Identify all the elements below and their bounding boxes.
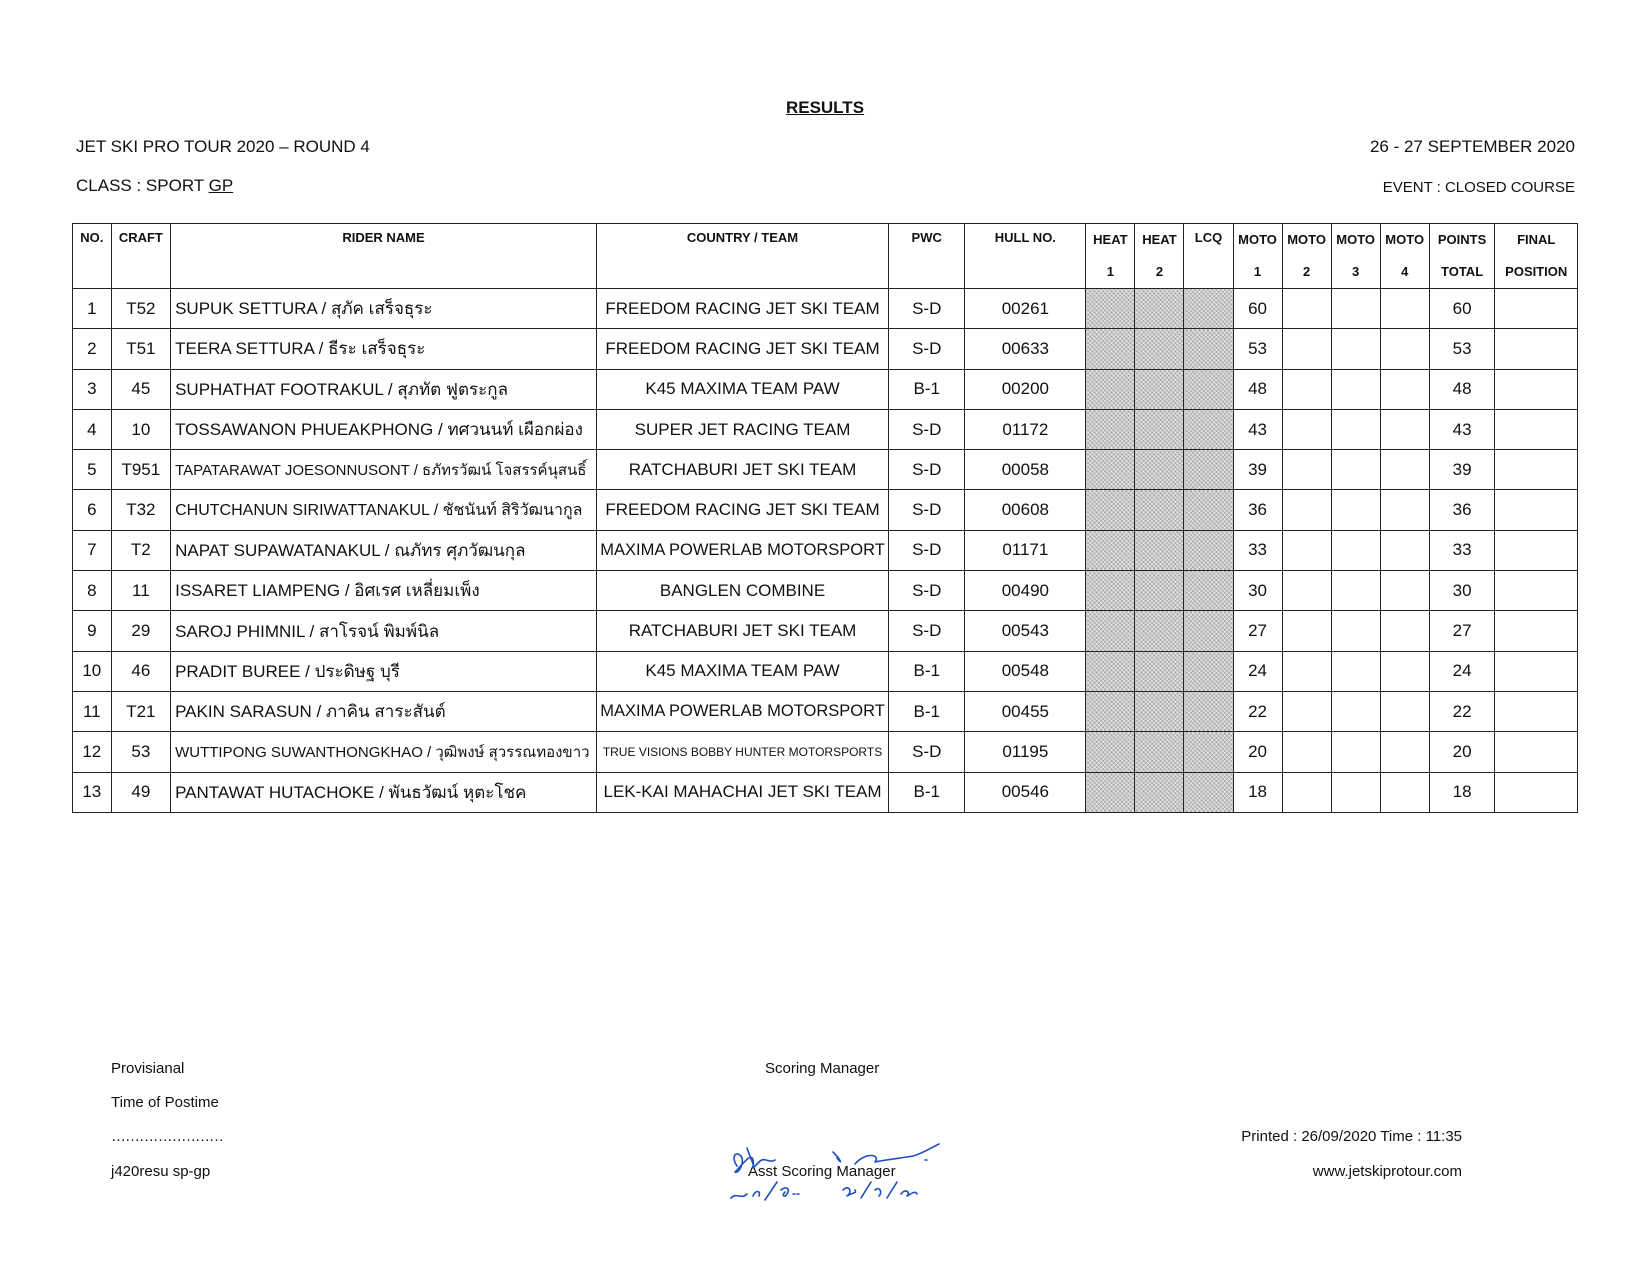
- cell-heat2: [1135, 772, 1184, 812]
- cell-heat1: [1086, 651, 1135, 691]
- cell-craft: 10: [111, 409, 170, 449]
- cell-craft: 11: [111, 571, 170, 611]
- cell-pwc: S-D: [889, 571, 965, 611]
- cell-moto3: [1331, 732, 1380, 772]
- cell-craft: T52: [111, 289, 170, 329]
- cell-moto3: [1331, 490, 1380, 530]
- header-pwc: PWC: [889, 224, 965, 289]
- cell-moto3: [1331, 691, 1380, 731]
- cell-moto4: [1380, 732, 1429, 772]
- cell-final-position: [1495, 732, 1578, 772]
- cell-craft: 46: [111, 651, 170, 691]
- class-label: CLASS : SPORT: [76, 176, 209, 195]
- cell-moto1: 27: [1233, 611, 1282, 651]
- cell-heat2: [1135, 651, 1184, 691]
- cell-no: 6: [73, 490, 112, 530]
- cell-heat2: [1135, 732, 1184, 772]
- cell-rider: PAKIN SARASUN / ภาคิน สาระสันต์: [171, 691, 597, 731]
- results-table: [72, 223, 1578, 813]
- cell-hull: 00543: [965, 611, 1086, 651]
- cell-heat2: [1135, 289, 1184, 329]
- cell-moto1: 48: [1233, 369, 1282, 409]
- cell-heat1: [1086, 691, 1135, 731]
- cell-points-total: 60: [1429, 289, 1495, 329]
- cell-points-total: 24: [1429, 651, 1495, 691]
- cell-heat2: [1135, 450, 1184, 490]
- header-final-position: [1495, 224, 1578, 289]
- cell-team: FREEDOM RACING JET SKI TEAM: [596, 329, 888, 369]
- cell-no: 13: [73, 772, 112, 812]
- cell-lcq: [1184, 651, 1233, 691]
- cell-hull: 00548: [965, 651, 1086, 691]
- header-moto4-line1: MOTO: [1385, 232, 1425, 247]
- cell-team: FREEDOM RACING JET SKI TEAM: [596, 289, 888, 329]
- cell-moto2: [1282, 571, 1331, 611]
- cell-moto3: [1331, 651, 1380, 691]
- cell-final-position: [1495, 530, 1578, 570]
- cell-no: 5: [73, 450, 112, 490]
- table-row: [73, 772, 1578, 812]
- header-points-line1: POINTS: [1437, 232, 1487, 247]
- cell-lcq: [1184, 571, 1233, 611]
- cell-no: 1: [73, 289, 112, 329]
- cell-pwc: S-D: [889, 732, 965, 772]
- cell-moto4: [1380, 490, 1429, 530]
- cell-lcq: [1184, 490, 1233, 530]
- cell-pwc: S-D: [889, 530, 965, 570]
- cell-points-total: 48: [1429, 369, 1495, 409]
- cell-craft: 29: [111, 611, 170, 651]
- handwritten-signature: [725, 1138, 965, 1208]
- page-title: RESULTS: [785, 98, 865, 117]
- cell-pwc: B-1: [889, 772, 965, 812]
- cell-moto3: [1331, 329, 1380, 369]
- cell-moto2: [1282, 530, 1331, 570]
- cell-hull: 00546: [965, 772, 1086, 812]
- cell-rider: SUPUK SETTURA / สุภัค เสร็จธุระ: [171, 289, 597, 329]
- header-heat2: [1135, 224, 1184, 289]
- cell-heat1: [1086, 611, 1135, 651]
- cell-moto1: 24: [1233, 651, 1282, 691]
- cell-craft: 45: [111, 369, 170, 409]
- cell-points-total: 27: [1429, 611, 1495, 651]
- header-moto4-line2: 4: [1401, 264, 1409, 279]
- cell-rider: TOSSAWANON PHUEAKPHONG / ทศวนนท์ เผือกผ่อง: [171, 409, 597, 449]
- cell-lcq: [1184, 732, 1233, 772]
- cell-pwc: S-D: [889, 611, 965, 651]
- cell-rider: TEERA SETTURA / ธีระ เสร็จธุระ: [171, 329, 597, 369]
- cell-rider: PANTAWAT HUTACHOKE / พันธวัฒน์ หุตะโชค: [171, 772, 597, 812]
- cell-final-position: [1495, 450, 1578, 490]
- cell-heat2: [1135, 409, 1184, 449]
- cell-moto2: [1282, 409, 1331, 449]
- cell-points-total: 18: [1429, 772, 1495, 812]
- header-team: COUNTRY / TEAM: [596, 224, 888, 289]
- header-rider: RIDER NAME: [171, 224, 597, 289]
- cell-team: K45 MAXIMA TEAM PAW: [596, 651, 888, 691]
- event-name: JET SKI PRO TOUR 2020 – ROUND 4: [76, 137, 370, 156]
- header-points-line2: TOTAL: [1441, 264, 1484, 279]
- cell-hull: 00633: [965, 329, 1086, 369]
- table-row: [73, 369, 1578, 409]
- cell-points-total: 53: [1429, 329, 1495, 369]
- cell-pwc: B-1: [889, 651, 965, 691]
- header-moto3-line1: MOTO: [1336, 232, 1376, 247]
- cell-moto3: [1331, 450, 1380, 490]
- cell-final-position: [1495, 651, 1578, 691]
- cell-hull: 00200: [965, 369, 1086, 409]
- header-moto1-line2: 1: [1253, 264, 1262, 279]
- posting-time-blank: ……………………: [111, 1128, 223, 1145]
- cell-lcq: [1184, 329, 1233, 369]
- provisional-label: Provisianal: [111, 1060, 185, 1077]
- cell-moto1: 60: [1233, 289, 1282, 329]
- cell-craft: T951: [111, 450, 170, 490]
- header-craft: CRAFT: [111, 224, 170, 289]
- cell-team: MAXIMA POWERLAB MOTORSPORT: [596, 530, 888, 570]
- header-moto2: [1282, 224, 1331, 289]
- cell-moto4: [1380, 329, 1429, 369]
- cell-points-total: 43: [1429, 409, 1495, 449]
- cell-moto4: [1380, 651, 1429, 691]
- cell-moto3: [1331, 772, 1380, 812]
- cell-moto1: 43: [1233, 409, 1282, 449]
- cell-final-position: [1495, 611, 1578, 651]
- cell-moto2: [1282, 772, 1331, 812]
- cell-team: TRUE VISIONS BOBBY HUNTER MOTORSPORTS: [596, 732, 888, 772]
- table-row: [73, 329, 1578, 369]
- cell-moto1: 33: [1233, 530, 1282, 570]
- cell-rider: TAPATARAWAT JOESONNUSONT / ธภัทรวัฒน์ โจสรรค์นุสนธิ์: [171, 450, 597, 490]
- table-row: [73, 450, 1578, 490]
- cell-pwc: S-D: [889, 409, 965, 449]
- cell-hull: 01195: [965, 732, 1086, 772]
- cell-no: 12: [73, 732, 112, 772]
- cell-moto1: 30: [1233, 571, 1282, 611]
- cell-craft: T2: [111, 530, 170, 570]
- cell-pwc: S-D: [889, 490, 965, 530]
- header-lcq: LCQ: [1184, 224, 1233, 289]
- table-row: [73, 611, 1578, 651]
- cell-moto2: [1282, 490, 1331, 530]
- cell-heat2: [1135, 691, 1184, 731]
- cell-moto4: [1380, 611, 1429, 651]
- header-final-line2: POSITION: [1505, 264, 1568, 279]
- cell-moto2: [1282, 450, 1331, 490]
- cell-heat1: [1086, 450, 1135, 490]
- cell-heat1: [1086, 772, 1135, 812]
- cell-no: 4: [73, 409, 112, 449]
- header-moto1: [1233, 224, 1282, 289]
- header-moto2-line1: MOTO: [1287, 232, 1326, 247]
- cell-final-position: [1495, 691, 1578, 731]
- cell-heat1: [1086, 571, 1135, 611]
- cell-moto2: [1282, 289, 1331, 329]
- cell-heat2: [1135, 611, 1184, 651]
- header-heat1: [1086, 224, 1135, 289]
- cell-hull: 00261: [965, 289, 1086, 329]
- cell-heat1: [1086, 732, 1135, 772]
- table-row: [73, 651, 1578, 691]
- header-final-line1: FINAL: [1517, 232, 1556, 247]
- cell-rider: SUPHATHAT FOOTRAKUL / สุภทัต ฟูตระกูล: [171, 369, 597, 409]
- cell-lcq: [1184, 691, 1233, 731]
- cell-final-position: [1495, 772, 1578, 812]
- cell-lcq: [1184, 409, 1233, 449]
- cell-craft: T51: [111, 329, 170, 369]
- header-moto3-line2: 3: [1352, 264, 1360, 279]
- cell-no: 8: [73, 571, 112, 611]
- header-moto3: [1331, 224, 1380, 289]
- cell-craft: 53: [111, 732, 170, 772]
- cell-moto3: [1331, 289, 1380, 329]
- cell-moto4: [1380, 691, 1429, 731]
- table-row: [73, 490, 1578, 530]
- cell-heat1: [1086, 530, 1135, 570]
- cell-moto1: 22: [1233, 691, 1282, 731]
- cell-no: 11: [73, 691, 112, 731]
- cell-heat1: [1086, 329, 1135, 369]
- table-row: [73, 732, 1578, 772]
- cell-moto2: [1282, 329, 1331, 369]
- cell-heat2: [1135, 369, 1184, 409]
- cell-lcq: [1184, 772, 1233, 812]
- cell-team: LEK-KAI MAHACHAI JET SKI TEAM: [596, 772, 888, 812]
- cell-moto3: [1331, 571, 1380, 611]
- cell-rider: CHUTCHANUN SIRIWATTANAKUL / ชัชนันท์ สิริวัฒนากูล: [171, 490, 597, 530]
- cell-moto4: [1380, 530, 1429, 570]
- header-heat1-line2: 1: [1106, 264, 1115, 279]
- cell-craft: T32: [111, 490, 170, 530]
- cell-heat2: [1135, 329, 1184, 369]
- cell-pwc: B-1: [889, 369, 965, 409]
- cell-team: RATCHABURI JET SKI TEAM: [596, 450, 888, 490]
- cell-points-total: 30: [1429, 571, 1495, 611]
- header-moto4: [1380, 224, 1429, 289]
- header-hull: HULL NO.: [965, 224, 1086, 289]
- cell-craft: T21: [111, 691, 170, 731]
- cell-points-total: 33: [1429, 530, 1495, 570]
- header-no: NO.: [73, 224, 112, 289]
- header-points-total: [1429, 224, 1495, 289]
- cell-moto2: [1282, 611, 1331, 651]
- cell-final-position: [1495, 490, 1578, 530]
- cell-moto1: 39: [1233, 450, 1282, 490]
- table-header: [73, 224, 1578, 289]
- header-moto2-line2: 2: [1302, 264, 1311, 279]
- cell-lcq: [1184, 611, 1233, 651]
- table-row: [73, 289, 1578, 329]
- cell-lcq: [1184, 450, 1233, 490]
- cell-final-position: [1495, 289, 1578, 329]
- cell-moto1: 18: [1233, 772, 1282, 812]
- asst-scoring-manager-label: Asst Scoring Manager: [748, 1163, 896, 1180]
- cell-moto1: 36: [1233, 490, 1282, 530]
- cell-moto2: [1282, 691, 1331, 731]
- cell-lcq: [1184, 289, 1233, 329]
- cell-moto3: [1331, 369, 1380, 409]
- cell-hull: 01172: [965, 409, 1086, 449]
- cell-rider: SAROJ PHIMNIL / สาโรจน์ พิมพ์นิล: [171, 611, 597, 651]
- cell-craft: 49: [111, 772, 170, 812]
- cell-moto4: [1380, 772, 1429, 812]
- cell-moto2: [1282, 651, 1331, 691]
- cell-team: RATCHABURI JET SKI TEAM: [596, 611, 888, 651]
- cell-hull: 00490: [965, 571, 1086, 611]
- cell-hull: 01171: [965, 530, 1086, 570]
- cell-moto4: [1380, 571, 1429, 611]
- cell-points-total: 20: [1429, 732, 1495, 772]
- cell-heat2: [1135, 490, 1184, 530]
- table-row: [73, 691, 1578, 731]
- cell-heat1: [1086, 289, 1135, 329]
- cell-final-position: [1495, 409, 1578, 449]
- cell-rider: WUTTIPONG SUWANTHONGKHAO / วุฒิพงษ์ สุวรรณทองขาว: [171, 732, 597, 772]
- table-body: [73, 289, 1578, 813]
- header-heat1-line1: HEAT: [1093, 232, 1128, 247]
- cell-rider: ISSARET LIAMPENG / อิศเรศ เหลี่ยมเพ็ง: [171, 571, 597, 611]
- cell-team: K45 MAXIMA TEAM PAW: [596, 369, 888, 409]
- cell-hull: 00455: [965, 691, 1086, 731]
- cell-moto2: [1282, 732, 1331, 772]
- cell-moto4: [1380, 289, 1429, 329]
- cell-no: 7: [73, 530, 112, 570]
- time-of-posting-label: Time of Postime: [111, 1094, 219, 1111]
- cell-moto3: [1331, 530, 1380, 570]
- class-value: GP: [208, 176, 234, 195]
- printed-timestamp: Printed : 26/09/2020 Time : 11:35: [1241, 1128, 1462, 1145]
- cell-lcq: [1184, 369, 1233, 409]
- cell-points-total: 39: [1429, 450, 1495, 490]
- cell-points-total: 22: [1429, 691, 1495, 731]
- header-heat2-line2: 2: [1155, 264, 1164, 279]
- cell-team: FREEDOM RACING JET SKI TEAM: [596, 490, 888, 530]
- website-url: www.jetskiprotour.com: [1312, 1163, 1462, 1180]
- cell-final-position: [1495, 369, 1578, 409]
- cell-moto4: [1380, 409, 1429, 449]
- table-row: [73, 530, 1578, 570]
- cell-pwc: B-1: [889, 691, 965, 731]
- cell-team: SUPER JET RACING TEAM: [596, 409, 888, 449]
- class-line: [76, 176, 233, 196]
- cell-points-total: 36: [1429, 490, 1495, 530]
- scoring-manager-label: Scoring Manager: [765, 1060, 880, 1077]
- cell-final-position: [1495, 329, 1578, 369]
- header-heat2-line1: HEAT: [1142, 232, 1177, 247]
- event-type: EVENT : CLOSED COURSE: [1382, 179, 1575, 196]
- cell-moto1: 20: [1233, 732, 1282, 772]
- file-code: j420resu sp-gp: [111, 1163, 211, 1180]
- cell-team: BANGLEN COMBINE: [596, 571, 888, 611]
- cell-heat1: [1086, 409, 1135, 449]
- cell-heat1: [1086, 369, 1135, 409]
- cell-moto4: [1380, 450, 1429, 490]
- cell-moto4: [1380, 369, 1429, 409]
- cell-heat2: [1135, 571, 1184, 611]
- cell-moto1: 53: [1233, 329, 1282, 369]
- cell-no: 9: [73, 611, 112, 651]
- cell-lcq: [1184, 530, 1233, 570]
- cell-heat2: [1135, 530, 1184, 570]
- cell-no: 3: [73, 369, 112, 409]
- cell-moto3: [1331, 611, 1380, 651]
- table-row: [73, 409, 1578, 449]
- cell-rider: NAPAT SUPAWATANAKUL / ณภัทร ศุภวัฒนกุล: [171, 530, 597, 570]
- cell-no: 10: [73, 651, 112, 691]
- header-moto1-line1: MOTO: [1238, 232, 1277, 247]
- cell-team: MAXIMA POWERLAB MOTORSPORT: [596, 691, 888, 731]
- cell-rider: PRADIT BUREE / ประดิษฐ บุรี: [171, 651, 597, 691]
- cell-pwc: S-D: [889, 289, 965, 329]
- cell-pwc: S-D: [889, 450, 965, 490]
- event-date: 26 - 27 SEPTEMBER 2020: [1369, 137, 1575, 156]
- cell-hull: 00608: [965, 490, 1086, 530]
- cell-heat1: [1086, 490, 1135, 530]
- cell-moto3: [1331, 409, 1380, 449]
- table-row: [73, 571, 1578, 611]
- cell-hull: 00058: [965, 450, 1086, 490]
- cell-pwc: S-D: [889, 329, 965, 369]
- cell-final-position: [1495, 571, 1578, 611]
- cell-moto2: [1282, 369, 1331, 409]
- cell-no: 2: [73, 329, 112, 369]
